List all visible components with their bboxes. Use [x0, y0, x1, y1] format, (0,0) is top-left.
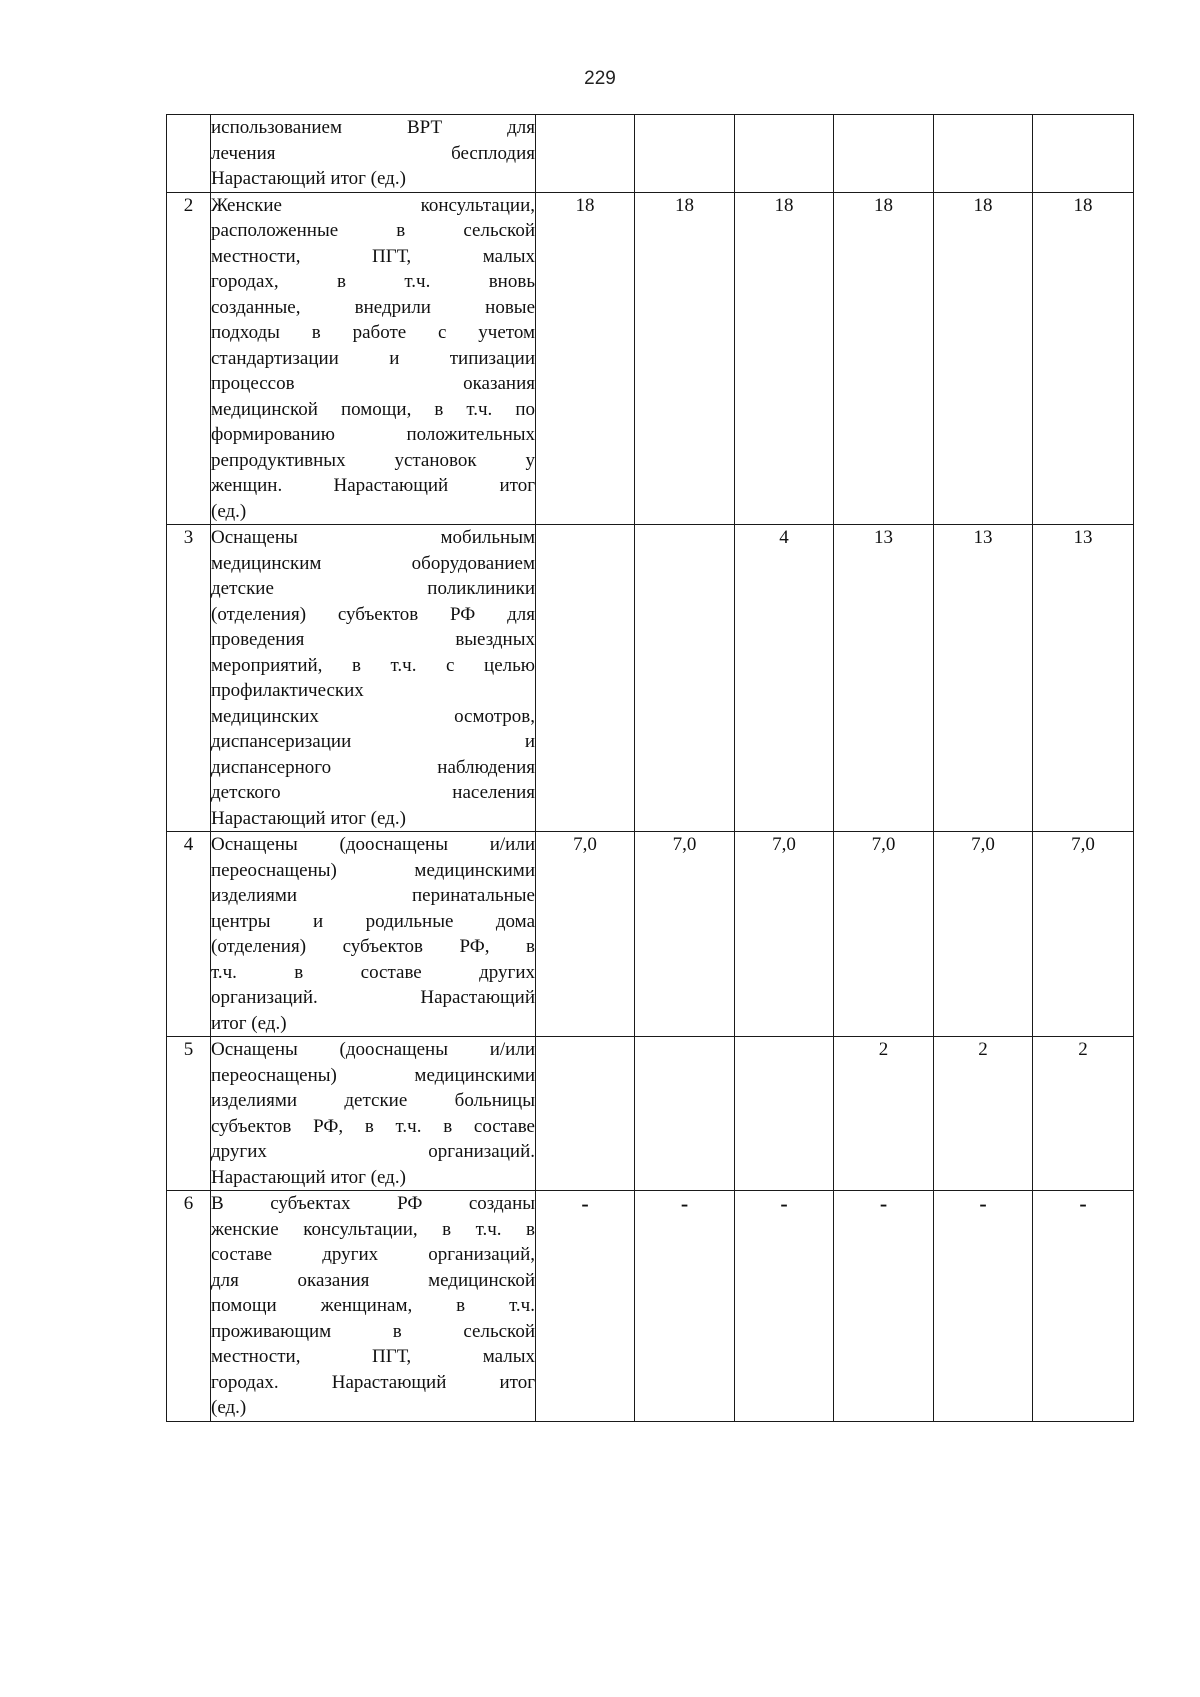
indicator-description [211, 192, 536, 525]
row-number: 3 [167, 525, 211, 832]
value-cell [536, 525, 635, 832]
description-line: лечения бесплодия [211, 142, 535, 164]
value-cell: 7,0 [735, 832, 834, 1037]
value-cell: 13 [934, 525, 1033, 832]
description-line: субъектов РФ, в т.ч. в составе [211, 1115, 535, 1137]
value-cell [834, 115, 934, 193]
row-number: 5 [167, 1037, 211, 1191]
description-line: детского населения [211, 782, 535, 803]
description-line: итог (ед.) [211, 1012, 287, 1034]
value-cell: 13 [834, 525, 934, 832]
value-cell: 7,0 [834, 832, 934, 1037]
table-row [167, 832, 1134, 1037]
value-cell [536, 1037, 635, 1191]
value-cell: 18 [1033, 192, 1134, 525]
description-line: для оказания медицинской [211, 1269, 535, 1291]
value-cell [1033, 115, 1134, 193]
description-line: стандартизации и типизации [211, 347, 535, 369]
description-line: переоснащены) медицинскими [211, 1064, 535, 1086]
description-line: Нарастающий итог (ед.) [211, 168, 406, 189]
table-row [167, 115, 1134, 193]
indicator-description [211, 115, 536, 193]
description-line: изделиями перинатальные [211, 885, 535, 906]
value-cell: - [834, 1191, 934, 1422]
value-cell: 2 [934, 1037, 1033, 1191]
description-line: подходы в работе с учетом [211, 322, 535, 343]
description-line: центры и родильные дома [211, 910, 535, 932]
indicators-table [166, 114, 1134, 1422]
value-cell: 13 [1033, 525, 1134, 832]
value-cell: - [635, 1191, 735, 1422]
table-row [167, 1191, 1134, 1422]
value-cell: 18 [834, 192, 934, 525]
description-line: формированию положительных [211, 424, 535, 445]
indicator-description [211, 832, 536, 1037]
description-line: Женские консультации, [211, 194, 535, 216]
description-line: переоснащены) медицинскими [211, 859, 535, 881]
description-line: В субъектах РФ созданы [211, 1193, 535, 1214]
value-cell: 7,0 [635, 832, 735, 1037]
indicator-description [211, 1191, 536, 1422]
value-cell [635, 525, 735, 832]
description-line: местности, ПГТ, малых [211, 1346, 535, 1367]
description-line: мероприятий, в т.ч. с целью [211, 654, 535, 676]
description-line: других организаций. [211, 1141, 535, 1162]
description-line: профилактических [211, 680, 364, 701]
description-line: детские поликлиники [211, 578, 535, 599]
description-line: медицинской помощи, в т.ч. по [211, 398, 535, 420]
description-line: использованием ВРТ для [211, 117, 535, 138]
description-line: составе других организаций, [211, 1244, 535, 1265]
description-line: проведения выездных [211, 629, 535, 650]
value-cell: 7,0 [536, 832, 635, 1037]
description-line: т.ч. в составе других [211, 961, 535, 983]
value-cell: 2 [834, 1037, 934, 1191]
description-line: местности, ПГТ, малых [211, 245, 535, 267]
value-cell: - [1033, 1191, 1134, 1422]
indicator-description [211, 1037, 536, 1191]
description-line: медицинским оборудованием [211, 552, 535, 574]
row-number [167, 115, 211, 193]
value-cell [735, 115, 834, 193]
description-line: Нарастающий итог (ед.) [211, 1166, 406, 1188]
description-line: медицинских осмотров, [211, 705, 535, 727]
value-cell: 18 [735, 192, 834, 525]
value-cell: 7,0 [934, 832, 1033, 1037]
table-row [167, 192, 1134, 525]
description-line: Оснащены мобильным [211, 527, 535, 548]
description-line: (отделения) субъектов РФ, в [211, 936, 535, 957]
description-line: (ед.) [211, 1397, 247, 1418]
description-line: Оснащены (дооснащены и/или [211, 1039, 535, 1060]
description-line: Нарастающий итог (ед.) [211, 807, 406, 829]
description-line: диспансеризации и [211, 731, 535, 752]
description-line: диспансерного наблюдения [211, 756, 535, 778]
table-row [167, 525, 1134, 832]
table-body [167, 115, 1134, 1422]
value-cell [536, 115, 635, 193]
value-cell: 18 [536, 192, 635, 525]
description-line: изделиями детские больницы [211, 1090, 535, 1111]
description-line: Оснащены (дооснащены и/или [211, 834, 535, 855]
value-cell: - [735, 1191, 834, 1422]
row-number: 2 [167, 192, 211, 525]
value-cell: 18 [635, 192, 735, 525]
page-number: 229 [584, 68, 616, 89]
table-row [167, 1037, 1134, 1191]
value-cell: 4 [735, 525, 834, 832]
description-line: помощи женщинам, в т.ч. [211, 1295, 535, 1316]
description-line: городах, в т.ч. вновь [211, 271, 535, 292]
value-cell [635, 1037, 735, 1191]
value-cell [735, 1037, 834, 1191]
description-line: организаций. Нарастающий [211, 987, 535, 1008]
description-line: женщин. Нарастающий итог [211, 475, 535, 496]
description-line: процессов оказания [211, 373, 535, 394]
indicator-description [211, 525, 536, 832]
row-number: 4 [167, 832, 211, 1037]
description-line: созданные, внедрили новые [211, 296, 535, 318]
description-line: женские консультации, в т.ч. в [211, 1218, 535, 1240]
description-line: расположенные в сельской [211, 220, 535, 241]
value-cell: 2 [1033, 1037, 1134, 1191]
description-line: репродуктивных установок у [211, 449, 535, 471]
description-line: (отделения) субъектов РФ для [211, 603, 535, 625]
value-cell [934, 115, 1033, 193]
description-line: проживающим в сельской [211, 1320, 535, 1342]
value-cell: 7,0 [1033, 832, 1134, 1037]
description-line: (ед.) [211, 500, 247, 522]
description-line: городах. Нарастающий итог [211, 1371, 535, 1393]
value-cell [635, 115, 735, 193]
value-cell: 18 [934, 192, 1033, 525]
value-cell: - [536, 1191, 635, 1422]
row-number: 6 [167, 1191, 211, 1422]
value-cell: - [934, 1191, 1033, 1422]
